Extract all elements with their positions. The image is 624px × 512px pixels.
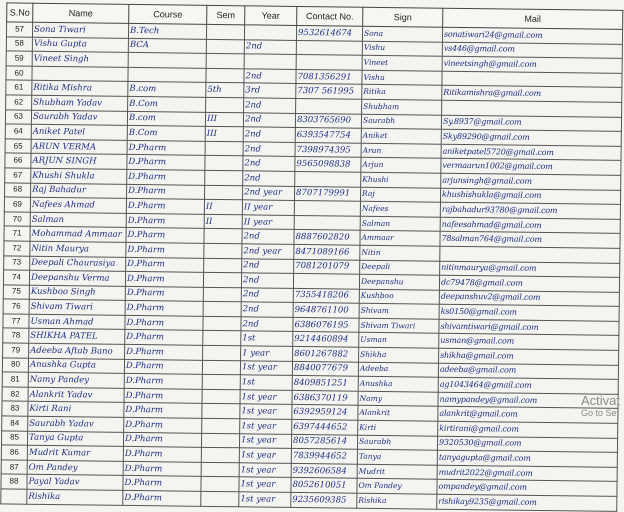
sno-cell: 60 — [6, 66, 32, 81]
year-cell: 1st year — [240, 419, 292, 434]
sem-cell — [201, 477, 239, 492]
sno-cell: 64 — [5, 124, 31, 139]
course-cell — [128, 67, 206, 83]
header-sem: Sem — [207, 5, 245, 24]
name-cell: Mudrit Kumar — [27, 445, 123, 461]
course-cell: D.Pharm — [125, 330, 203, 346]
sno-cell: 82 — [2, 387, 28, 402]
contact-cell: 6386076195 — [293, 317, 359, 332]
contact-cell: 8840077679 — [292, 361, 358, 376]
sno-cell: 87 — [1, 460, 27, 475]
sem-cell — [204, 229, 242, 244]
contact-cell — [293, 274, 359, 289]
course-cell: D.Pharm — [123, 490, 201, 506]
contact-cell: 7081356291 — [296, 69, 362, 84]
contact-cell: 9565098838 — [295, 157, 361, 172]
sign-cell: Rishika — [357, 493, 437, 509]
sno-cell: 86 — [1, 445, 27, 460]
course-cell: D.Pharm — [125, 286, 203, 302]
course-cell: D.Pharm — [125, 271, 203, 287]
mail-cell: Ritikamishra@gmail.com — [442, 86, 622, 103]
sno-cell: 72 — [4, 241, 30, 256]
sem-cell: 5th — [206, 83, 244, 98]
sno-cell: 77 — [3, 314, 29, 329]
year-cell: 2nd — [241, 302, 293, 317]
name-cell: Deepali Chaurasiya — [30, 256, 126, 272]
name-cell: ARJUN SINGH — [31, 154, 127, 170]
watermark-line-2: Go to Set — [580, 408, 620, 418]
year-cell: 2nd — [244, 69, 296, 84]
sign-cell: Deepanshu — [359, 274, 439, 290]
name-cell: Kushboo Singh — [29, 285, 125, 301]
mail-cell: vineetsingh@gmail.com — [442, 56, 622, 73]
sign-cell: Nitin — [360, 245, 440, 261]
course-cell: B.com — [127, 111, 205, 127]
sem-cell: III — [205, 112, 243, 127]
sign-cell: Raj — [360, 187, 440, 203]
course-cell: D.Pharm — [124, 374, 202, 390]
name-cell: Vishu Gupta — [32, 37, 128, 53]
contact-cell: 9392606584 — [291, 463, 357, 478]
sign-cell: Namy — [358, 391, 438, 407]
course-cell: D.Pharm — [127, 169, 205, 185]
course-cell: D.Pharm — [126, 242, 204, 258]
sem-cell — [206, 39, 244, 54]
year-cell: 1st year — [239, 463, 291, 478]
year-cell: II year — [242, 200, 294, 215]
sno-cell: 88 — [1, 474, 27, 489]
year-cell: 2nd — [241, 287, 293, 302]
sno-cell: 62 — [6, 95, 32, 110]
sno-cell: 58 — [6, 36, 32, 51]
contact-cell: 7081201079 — [294, 259, 360, 274]
course-cell: D.Pharm — [126, 199, 204, 215]
course-cell: D.Pharm — [127, 184, 205, 200]
year-cell: 1st year — [239, 492, 291, 507]
sign-cell: Deepali — [360, 260, 440, 276]
header-year: Year — [245, 6, 297, 26]
name-cell: Shivam Tiwari — [29, 299, 125, 315]
sign-cell: Alankrit — [358, 406, 438, 422]
sno-cell: 71 — [4, 226, 30, 241]
header-sign: Sign — [363, 7, 443, 27]
mail-cell: namypandey@gmail.com — [438, 392, 618, 409]
name-cell: Nitin Maurya — [30, 241, 126, 257]
year-cell: 1st year — [240, 404, 292, 419]
mail-cell: sonatiwari24@gmail.com — [442, 27, 622, 44]
watermark-line-1: Activat — [580, 393, 620, 408]
mail-cell: kirtirani@gmail.com — [438, 421, 618, 438]
sem-cell — [206, 54, 244, 69]
name-cell: ARUN VERMA — [31, 139, 127, 155]
mail-cell: nitinmaurya@gmail.com — [440, 261, 620, 278]
sign-cell: Kirti — [358, 420, 438, 436]
name-cell: Salman — [30, 212, 126, 228]
year-cell: 1 year — [241, 346, 293, 361]
sno-cell: 70 — [4, 212, 30, 227]
course-cell: D.Pharm — [126, 228, 204, 244]
course-cell: D.Pharm — [124, 388, 202, 404]
contact-cell: 9648761100 — [293, 303, 359, 318]
year-cell: 2nd — [243, 171, 295, 186]
contact-cell: 9214460894 — [293, 332, 359, 347]
contact-cell: 7839944652 — [291, 449, 357, 464]
sign-cell: Shivam Tiwari — [359, 318, 439, 334]
sem-cell — [204, 185, 242, 200]
course-cell: D.Pharm — [125, 315, 203, 331]
sno-cell: 73 — [4, 255, 30, 270]
name-cell: Adeeba Aftab Bano — [29, 343, 125, 359]
name-cell: Saurabh Yadav — [31, 110, 127, 126]
sem-cell — [206, 24, 244, 39]
contact-cell: 8057285614 — [291, 434, 357, 449]
windows-activation-watermark — [581, 393, 620, 418]
year-cell: 1st year — [239, 448, 291, 463]
contact-cell: 6392959124 — [292, 405, 358, 420]
course-cell: D.Pharm — [123, 461, 201, 477]
sign-cell: Shubham — [362, 99, 442, 115]
course-cell: B.Com — [128, 96, 206, 112]
sno-cell: 80 — [2, 358, 28, 373]
sem-cell — [202, 404, 240, 419]
course-cell: B.com — [128, 82, 206, 98]
year-cell: 2nd — [244, 98, 296, 113]
name-cell: Anushka Gupta — [28, 358, 124, 374]
sign-cell: Ammaar — [360, 231, 440, 247]
mail-cell: ompandey@gmail.com — [437, 480, 617, 497]
course-cell: D.Pharm — [125, 301, 203, 317]
year-cell: 2nd — [241, 273, 293, 288]
contact-cell: 6397444652 — [292, 419, 358, 434]
mail-cell: adeeba@gmail.com — [438, 363, 618, 380]
contact-cell: 8707179991 — [294, 186, 360, 201]
year-cell: 2nd year — [242, 185, 294, 200]
course-cell: D.Pharm — [127, 155, 205, 171]
mail-cell: rajbahadur93780@gmail.com — [440, 202, 620, 219]
name-cell: Rishika — [27, 489, 123, 505]
mail-cell: dc79478@gmail.com — [439, 275, 619, 292]
sign-cell: Arjun — [361, 158, 441, 174]
name-cell: Payal Yadav — [27, 475, 123, 491]
sem-cell — [203, 345, 241, 360]
sem-cell — [201, 491, 239, 506]
sign-cell: Shivam — [359, 304, 439, 320]
mail-cell: vs446@gmail.com — [442, 42, 622, 59]
name-cell: Ritika Mishra — [32, 81, 128, 97]
sem-cell — [203, 272, 241, 287]
name-cell: Khushi Shukla — [31, 168, 127, 184]
contact-cell: 7355418206 — [293, 288, 359, 303]
name-cell: Mohammad Ammaar — [30, 227, 126, 243]
name-cell: Namy Pandey — [28, 372, 124, 388]
name-cell: Saurabh Yadav — [28, 416, 124, 432]
sno-cell: 85 — [1, 430, 27, 445]
course-cell: B.Tech — [128, 23, 206, 39]
sem-cell: II — [204, 199, 242, 214]
contact-cell: 6393547754 — [295, 128, 361, 143]
sign-cell: Saurabh — [361, 114, 441, 130]
mail-cell: usman@gmail.com — [439, 334, 619, 351]
contact-cell: 8601267882 — [293, 346, 359, 361]
sno-cell: 84 — [2, 416, 28, 431]
sno-cell: 57 — [6, 22, 32, 37]
sno-cell: 74 — [3, 270, 29, 285]
sem-cell — [205, 156, 243, 171]
course-cell — [128, 53, 206, 69]
mail-cell: nafeesahmad@gmail.com — [440, 217, 620, 234]
sem-cell — [205, 141, 243, 156]
year-cell: 1st — [241, 331, 293, 346]
year-cell: 1st year — [240, 360, 292, 375]
course-cell: D.Pharm — [123, 447, 201, 463]
header-course: Course — [129, 4, 207, 24]
sign-cell: Mudrit — [357, 464, 437, 480]
year-cell: 3rd — [244, 83, 296, 98]
sno-cell: 67 — [5, 168, 31, 183]
sno-cell: 69 — [4, 197, 30, 212]
sign-cell: Saurabh — [357, 435, 437, 451]
course-cell: D.Pharm — [125, 344, 203, 360]
year-cell: 2nd — [243, 156, 295, 171]
contact-cell — [296, 40, 362, 55]
mail-cell: khushishukla@gmail.com — [440, 188, 620, 205]
mail-cell: vermaarun1002@gmail.com — [441, 159, 621, 176]
year-cell: II year — [242, 215, 294, 230]
name-cell: Alankrit Yadav — [28, 387, 124, 403]
year-cell: 2nd — [242, 229, 294, 244]
sem-cell — [202, 389, 240, 404]
course-cell: D.Pharm — [123, 476, 201, 492]
sign-cell: Om Pandey — [357, 479, 437, 495]
sno-cell: 79 — [3, 343, 29, 358]
sno-cell: 76 — [3, 299, 29, 314]
contact-cell: 8471089166 — [294, 244, 360, 259]
mail-cell: ks0150@gmail.com — [439, 304, 619, 321]
sign-cell: Khushi — [361, 172, 441, 188]
sign-cell: Adeeba — [358, 362, 438, 378]
course-cell: D.Pharm — [124, 359, 202, 375]
name-cell: Shubham Yadav — [32, 95, 128, 111]
mail-cell: shikha@gmail.com — [439, 348, 619, 365]
course-cell: B.Com — [127, 126, 205, 142]
contact-cell: 6386370119 — [292, 390, 358, 405]
contact-cell: 7307 561995 — [296, 84, 362, 99]
course-cell: D.Pharm — [126, 213, 204, 229]
name-cell: Vineet Singh — [32, 51, 128, 67]
contact-cell — [296, 55, 362, 70]
sem-cell — [201, 433, 239, 448]
contact-cell: 9235609385 — [291, 492, 357, 507]
contact-cell — [295, 171, 361, 186]
header-contact: Contact No. — [297, 6, 363, 26]
course-cell: BCA — [128, 38, 206, 54]
year-cell: 1st year — [239, 433, 291, 448]
year-cell: 2nd — [242, 258, 294, 273]
sign-cell: Aniket — [361, 128, 441, 144]
sem-cell — [203, 302, 241, 317]
name-cell: Raj Bahadur — [31, 183, 127, 199]
name-cell: Tanya Gupta — [27, 431, 123, 447]
sign-cell: Kushboo — [359, 289, 439, 305]
sign-cell: Vishu — [362, 70, 442, 86]
year-cell: 2nd year — [242, 244, 294, 259]
sem-cell — [204, 258, 242, 273]
year-cell — [244, 54, 296, 69]
contact-cell: 8409851251 — [292, 376, 358, 391]
name-cell: Deepanshu Verma — [29, 270, 125, 286]
mail-cell: aniketpatel5720@gmail.com — [441, 144, 621, 161]
course-cell: D.Pharm — [124, 403, 202, 419]
header-sno: S.No — [7, 3, 33, 22]
contact-cell: 9532614674 — [296, 25, 362, 40]
contact-cell — [294, 215, 360, 230]
year-cell: 2nd — [243, 127, 295, 142]
mail-cell: 9320530@gmail.com — [437, 436, 617, 453]
sem-cell — [204, 243, 242, 258]
sign-cell: Sona — [362, 26, 442, 42]
sign-cell: Vishu — [362, 41, 442, 57]
mail-cell: shivamtiwari@gmail.com — [439, 319, 619, 336]
sem-cell: II — [204, 214, 242, 229]
mail-cell: mudrit2022@gmail.com — [437, 465, 617, 482]
sign-cell: Anushka — [358, 376, 438, 392]
sign-cell: Ritika — [362, 85, 442, 101]
mail-cell: deepanshuv2@gmail.com — [439, 290, 619, 307]
course-cell: D.Pharm — [126, 257, 204, 273]
year-cell — [244, 25, 296, 40]
mail-cell: arjunsingh@gmail.com — [441, 173, 621, 190]
sign-cell: Shikha — [359, 347, 439, 363]
mail-cell: ag1043464@gmail.com — [438, 377, 618, 394]
sno-cell: 78 — [3, 328, 29, 343]
mail-cell: 78salman764@gmail.com — [440, 232, 620, 249]
name-cell: Sona Tiwari — [32, 22, 128, 38]
sem-cell — [206, 97, 244, 112]
name-cell: Nafees Ahmad — [30, 197, 126, 213]
sign-cell: Salman — [360, 216, 440, 232]
sno-cell: 59 — [6, 51, 32, 66]
sem-cell — [203, 287, 241, 302]
sem-cell — [201, 448, 239, 463]
sign-cell: Tanya — [357, 449, 437, 465]
course-cell: D.Pharm — [123, 432, 201, 448]
sign-cell: Vineet — [362, 55, 442, 71]
sno-cell: 63 — [5, 109, 31, 124]
sem-cell: III — [205, 126, 243, 141]
contact-cell: 8303765690 — [295, 113, 361, 128]
mail-cell: tanyagupta@gmail.com — [437, 450, 617, 467]
name-cell: Om Pandey — [27, 460, 123, 476]
contact-cell — [296, 98, 362, 113]
student-register-table — [0, 2, 623, 511]
year-cell: 2nd — [243, 142, 295, 157]
sem-cell — [203, 316, 241, 331]
name-cell: Kirti Rani — [28, 402, 124, 418]
name-cell: Usman Ahmad — [29, 314, 125, 330]
sign-cell: Arun — [361, 143, 441, 159]
mail-cell: Sky89290@gmail.com — [441, 129, 621, 146]
course-cell: D.Pharm — [127, 140, 205, 156]
year-cell: 2nd — [241, 317, 293, 332]
sem-cell — [201, 462, 239, 477]
sno-cell: 68 — [5, 182, 31, 197]
sno-cell — [1, 489, 27, 504]
year-cell: 2nd — [243, 112, 295, 127]
sign-cell: Usman — [359, 333, 439, 349]
sem-cell — [203, 331, 241, 346]
name-cell — [32, 66, 128, 82]
sno-cell: 61 — [6, 80, 32, 95]
year-cell: 1st — [240, 375, 292, 390]
sno-cell: 65 — [5, 139, 31, 154]
course-cell: D.Pharm — [124, 417, 202, 433]
mail-cell: alankrit@gmail.com — [438, 407, 618, 424]
year-cell: 1st year — [240, 390, 292, 405]
sem-cell — [206, 68, 244, 83]
mail-cell: Sy.8937@gmail.com — [441, 115, 621, 132]
header-name: Name — [33, 3, 129, 23]
contact-cell: 8052610051 — [291, 478, 357, 493]
sem-cell — [202, 360, 240, 375]
sno-cell: 66 — [5, 153, 31, 168]
mail-cell: rishikay9235@gmail.com — [437, 494, 617, 511]
name-cell: Aniket Patel — [31, 124, 127, 140]
contact-cell — [294, 201, 360, 216]
year-cell: 1st year — [239, 477, 291, 492]
year-cell: 2nd — [244, 39, 296, 54]
sem-cell — [205, 170, 243, 185]
sign-cell: Nafees — [360, 201, 440, 217]
name-cell: SHIKHA PATEL — [29, 329, 125, 345]
header-mail: Mail — [443, 8, 623, 29]
contact-cell: 7398974395 — [295, 142, 361, 157]
sno-cell: 83 — [2, 401, 28, 416]
contact-cell: 8887602820 — [294, 230, 360, 245]
sem-cell — [202, 375, 240, 390]
sno-cell: 75 — [3, 285, 29, 300]
sno-cell: 81 — [2, 372, 28, 387]
